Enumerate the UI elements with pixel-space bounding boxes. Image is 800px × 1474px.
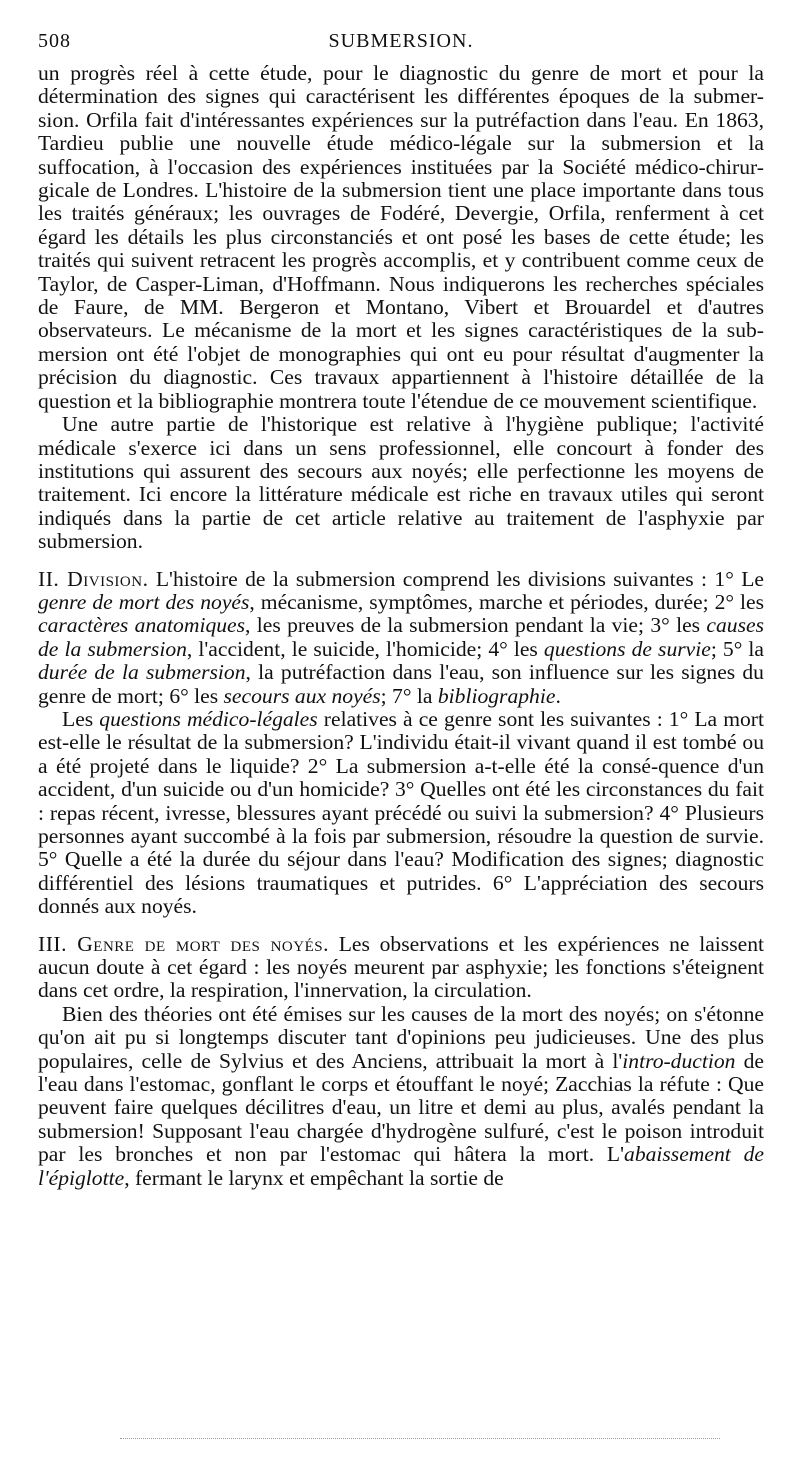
body-text	[38, 62, 764, 1190]
section-heading-genre-de-mort: III. Genre de mort des noyés.	[38, 931, 329, 956]
emphasis: bibliographie	[437, 683, 556, 708]
emphasis: caractères anatomiques	[38, 613, 246, 638]
emphasis: questions médico-légales	[99, 706, 318, 731]
text-run: ; 5° la	[710, 636, 765, 661]
text-run: , l'accident, le suicide, l'homicide; 4° les	[186, 636, 544, 661]
page-number: 508	[38, 30, 71, 52]
emphasis: intro-duction	[622, 1048, 736, 1073]
text-run: Bien des théories ont été émises sur les causes de la mort des noyés; on s'étonne qu'on ait pu si longtemps discuter tant d'opinions peu judicieuses. Une des plus populaires, celle de Sylvius et des Anciens, attribuait la mort à l'	[38, 1001, 764, 1073]
paragraph-medico-legal-questions	[38, 708, 764, 919]
paragraph-genre-de-mort	[38, 933, 764, 1003]
text-run: , fermant le larynx et empêchant la sortie de	[124, 1165, 504, 1190]
emphasis: genre de mort des noyés	[38, 589, 250, 614]
text-run: , mécanisme, symptômes, marche et périodes, durée; 2° les	[249, 589, 764, 614]
emphasis: secours aux noyés	[223, 683, 381, 708]
text-run: relatives à ce genre sont les suivantes : 1° La mort est-elle le résultat de la submersion? L'individu était-il vivant quand il est tombé ou a été projeté dans le liquide? 2° La submersion a-t-elle été la consé-quence d'un accident, d'un suicide ou d'un homicide? 3° Quelles ont été les circonstances du fait : repas récent, ivresse, blessures ayant précédé ou suivi la submersion? 4° Plusieurs personnes ayant succombé à la fois par submersion, résoudre la question de survie. 5° Quelle a été la durée du séjour dans l'eau? Modification des signes; diagnostic différentiel des lésions traumatiques et putrides. 6° L'appréciation des secours donnés aux noyés.	[38, 706, 764, 919]
text-run: , les preuves de la submersion pendant la vie; 3° les	[245, 613, 707, 638]
emphasis: questions de survie	[543, 636, 711, 661]
text-run: , la putréfaction dans l'eau, son influence sur les signes du genre de mort; 6° les	[38, 660, 764, 708]
text-run: L'histoire de la submersion comprend les divisions suivantes : 1° Le	[148, 566, 764, 591]
page-header	[38, 30, 764, 56]
paragraph-division	[38, 568, 764, 708]
paragraph-history-continued: un progrès réel à cette étude, pour le diagnostic du genre de mort et pour la détermination des signes qui caractérisent les différentes époques de la submer-sion. Orfila fait d'intéressantes expériences sur la putréfaction dans l'eau. En 1863, Tardieu publie une nouvelle étude médico-légale sur la submersion et la suffocation, à l'occasion des expériences instituées par la Société médico-chirur-gicale de Londres. L'histoire de la submersion tient une place importante dans tous les traités généraux; les ouvrages de Fodéré, Devergie, Orfila, renferment à cet égard les détails les plus circonstanciés et ont posé les bases de cette étude; les traités qui suivent retracent les progrès accomplis, et y contribuent comme ceux de Taylor, de Casper-Liman, d'Hoffmann. Nous indiquerons les recherches spéciales de Faure, de MM. Bergeron et Montano, Vibert et Brouardel et d'autres observateurs. Le mécanisme de la mort et les signes caractéristiques de la sub-mersion ont été l'objet de monographies qui ont eu pour résultat d'augmenter la précision du diagnostic. Ces travaux appartiennent à l'histoire détaillée de la question et la bibliographie montrera toute l'étendue de ce mouvement scientifique.	[38, 61, 764, 413]
footer-dotted-rule	[120, 1438, 720, 1439]
emphasis: causes de la submersion	[38, 613, 764, 661]
paragraph-theories	[38, 1003, 764, 1190]
text-run: ; 7° la	[380, 683, 438, 708]
text-run: .	[555, 683, 561, 708]
paragraph-public-hygiene: Une autre partie de l'historique est relative à l'hygiène publique; l'activité médicale s'exerce ici dans un sens professionnel, elle concourt à fonder des institutions qui assurent des secours aux noyés; elle perfectionne les moyens de traitement. Ici encore la littérature médicale est riche en travaux utiles qui seront indiqués dans la partie de cet article relative au traitement de l'asphyxie par submersion.	[38, 412, 764, 554]
text-run: Les	[62, 706, 100, 731]
text-run: de l'eau dans l'estomac, gonflant le corps et étouffant le noyé; Zacchias la réfute : Que peuvent faire quelques décilitres d'eau, un litre et demi au plus, avalés pendant la submersion! Supposant l'eau chargée d'hydrogène sulfuré, c'est le poison introduit par les bronches et non par l'estomac qui hâtera la mort. L'	[38, 1048, 765, 1167]
emphasis: abaissement de l'épiglotte	[38, 1142, 764, 1190]
text-run: Les observations et les expériences ne laissent aucun doute à cet égard : les noyés meurent par asphyxie; les fonctions s'éteignent dans cet ordre, la respiration, l'innervation, la circulation.	[38, 931, 764, 1003]
section-heading-division: II. Division.	[38, 566, 149, 591]
emphasis: durée de la submersion	[38, 660, 246, 685]
running-title: SUBMERSION.	[328, 30, 474, 52]
